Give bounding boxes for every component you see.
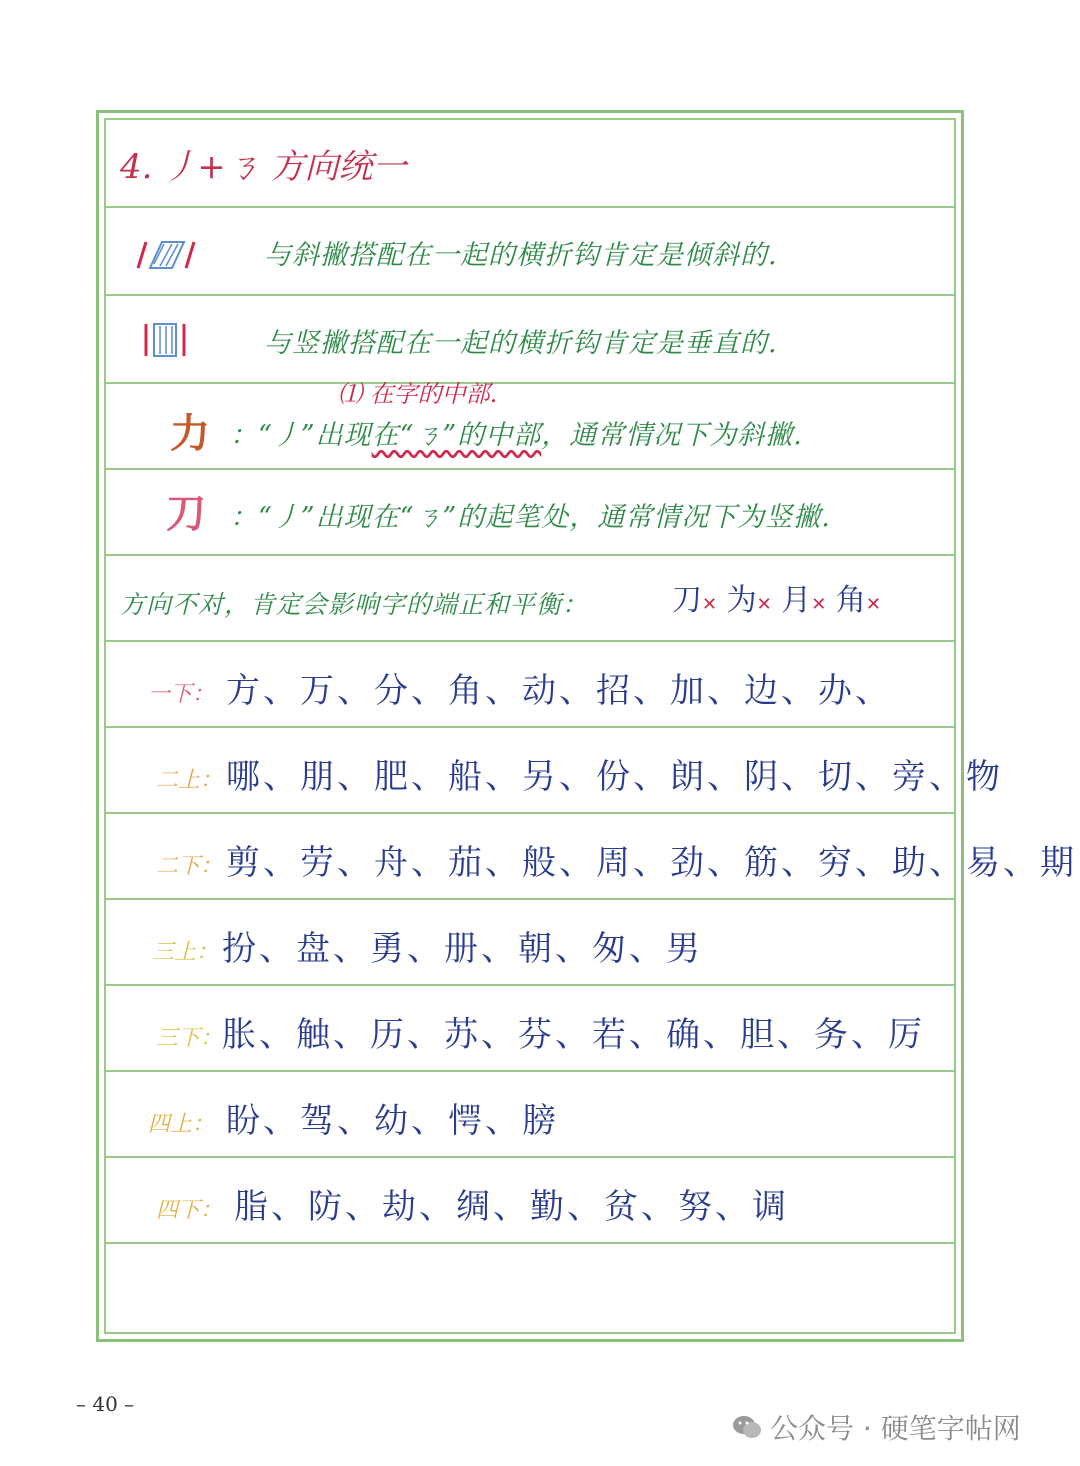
example-text-li-prefix: ：“丿”出现 — [230, 420, 372, 451]
grade-row-4b — [106, 1158, 954, 1244]
page-number: – 40 – — [76, 1392, 135, 1416]
watermark — [732, 1407, 1021, 1447]
section-title: 4. 丿+ㄋ 方向统一 — [120, 147, 407, 187]
grade-words: 扮、盘、勇、册、朝、匆、男 — [222, 929, 703, 969]
grade-label: 三上： — [152, 940, 219, 965]
rule-text-slanted: 与斜撇搭配在一起的横折钩肯定是倾斜的. — [264, 240, 778, 271]
grade-words: 胀、触、历、苏、芬、若、确、胆、务、厉 — [222, 1015, 925, 1055]
title-row — [106, 122, 954, 208]
wrong-char: 角 — [835, 583, 866, 618]
grade-label: 四上： — [148, 1112, 215, 1137]
grade-label: 一下： — [148, 682, 215, 707]
vertical-stroke-icon — [140, 320, 194, 360]
slanted-stroke-icon — [132, 238, 198, 272]
empty-row — [106, 1244, 954, 1332]
grade-label: 二上： — [156, 768, 223, 793]
grade-words: 盼、驾、幼、愕、膀 — [226, 1101, 559, 1141]
example-text-dao: ：“丿”出现在“ㄋ”的起笔处，通常情况下为竖撇. — [230, 502, 831, 533]
x-mark-icon: ✕ — [756, 594, 772, 615]
grade-label: 三下： — [156, 1026, 223, 1051]
example-text-li-suffix: ，通常情况下为斜撇. — [541, 420, 803, 451]
grade-row-3b — [106, 986, 954, 1072]
example-row-li — [106, 380, 954, 470]
grade-words: 方、万、分、角、动、招、加、边、办、 — [226, 671, 892, 711]
rule-row-slanted — [106, 210, 954, 296]
grade-row-2a — [106, 728, 1003, 814]
grade-words: 哪、朋、肥、船、另、份、朗、阴、切、旁、物 — [226, 757, 1003, 797]
grade-label: 四下： — [156, 1198, 223, 1223]
grade-row-1b — [106, 642, 954, 728]
grade-row-2b — [106, 814, 1077, 900]
annotation-note: ⑴ 在字的中部. — [338, 380, 498, 408]
direction-note-text: 方向不对，肯定会影响字的端正和平衡： — [120, 590, 589, 619]
wrong-char-list — [672, 583, 882, 618]
grade-words: 剪、劳、舟、茄、般、周、劲、筋、穷、助、易、期 — [226, 843, 1077, 883]
wrong-char: 为 — [726, 583, 757, 618]
direction-note-row — [106, 556, 954, 642]
example-glyph-dao: 刀 — [166, 490, 206, 537]
rule-row-vertical — [106, 298, 954, 384]
x-mark-icon: ✕ — [811, 594, 827, 615]
wrong-char: 刀 — [672, 583, 702, 618]
watermark-text: 公众号 · 硬笔字帖网 — [770, 1412, 1021, 1445]
grade-row-4a — [106, 1072, 954, 1158]
rule-text-vertical: 与竖撇搭配在一起的横折钩肯定是垂直的. — [264, 328, 778, 359]
grade-words: 脂、防、劫、绸、勤、贫、努、调 — [234, 1187, 789, 1227]
x-mark-icon: ✕ — [702, 594, 718, 615]
grade-row-3a — [106, 900, 954, 986]
grade-label: 二下： — [156, 854, 223, 879]
example-row-dao — [106, 470, 954, 556]
wechat-icon — [732, 1414, 762, 1440]
example-text-li-underlined: 在“ㄋ”的中部 — [371, 420, 542, 451]
example-text-li — [230, 422, 803, 449]
x-mark-icon: ✕ — [865, 594, 882, 615]
wrong-char: 月 — [781, 583, 812, 618]
example-glyph-li: 力 — [170, 410, 210, 457]
